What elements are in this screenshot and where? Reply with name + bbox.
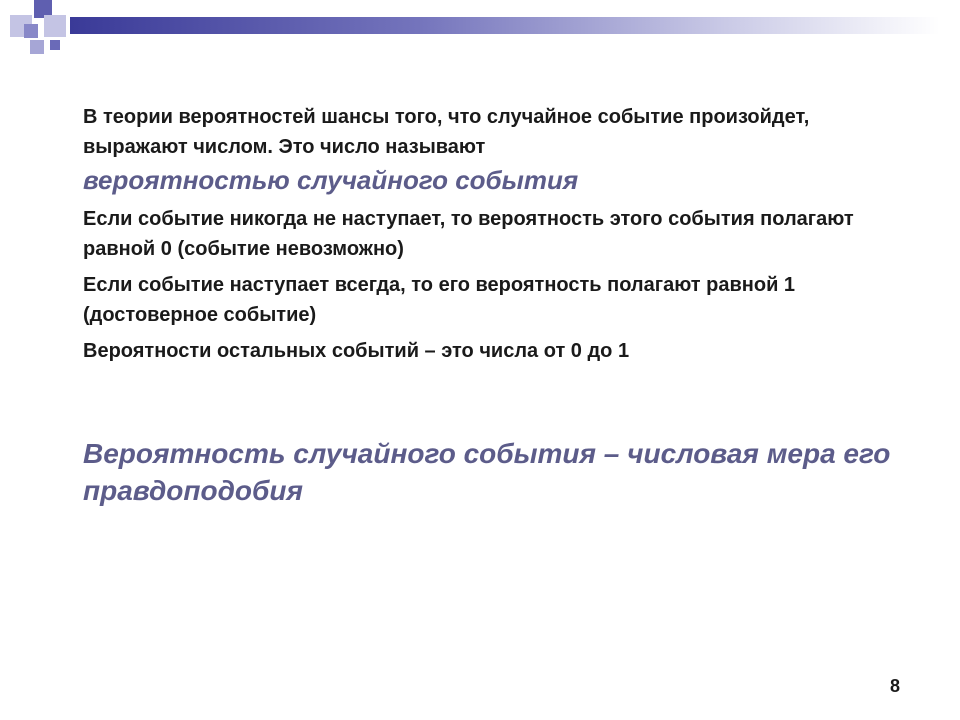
page-number: 8 <box>890 676 901 696</box>
paragraph-probability-intro <box>83 102 913 198</box>
decorative-square <box>30 40 44 54</box>
decorative-square <box>50 40 60 50</box>
paragraph-certain-event: Если событие наступает всегда, то его вероятность полагают равной 1 (достоверное событие) <box>83 274 796 326</box>
header-gradient-bar <box>70 17 940 34</box>
probability-definition: Вероятность случайного события – числовая мера его правдоподобия <box>83 438 891 506</box>
intro-text: В теории вероятностей шансы того, что случайное событие произойдет, выражают числом. Это число называют <box>83 106 810 158</box>
slide-body <box>83 102 913 372</box>
paragraph-other-events: Вероятности остальных событий – это числа от 0 до 1 <box>83 340 630 362</box>
decorative-square <box>24 24 38 38</box>
decorative-square <box>44 15 66 37</box>
paragraph-impossible-event: Если событие никогда не наступает, то вероятность этого события полагают равной 0 (событие невозможно) <box>83 208 854 260</box>
probability-term: вероятностью случайного события <box>83 165 579 195</box>
